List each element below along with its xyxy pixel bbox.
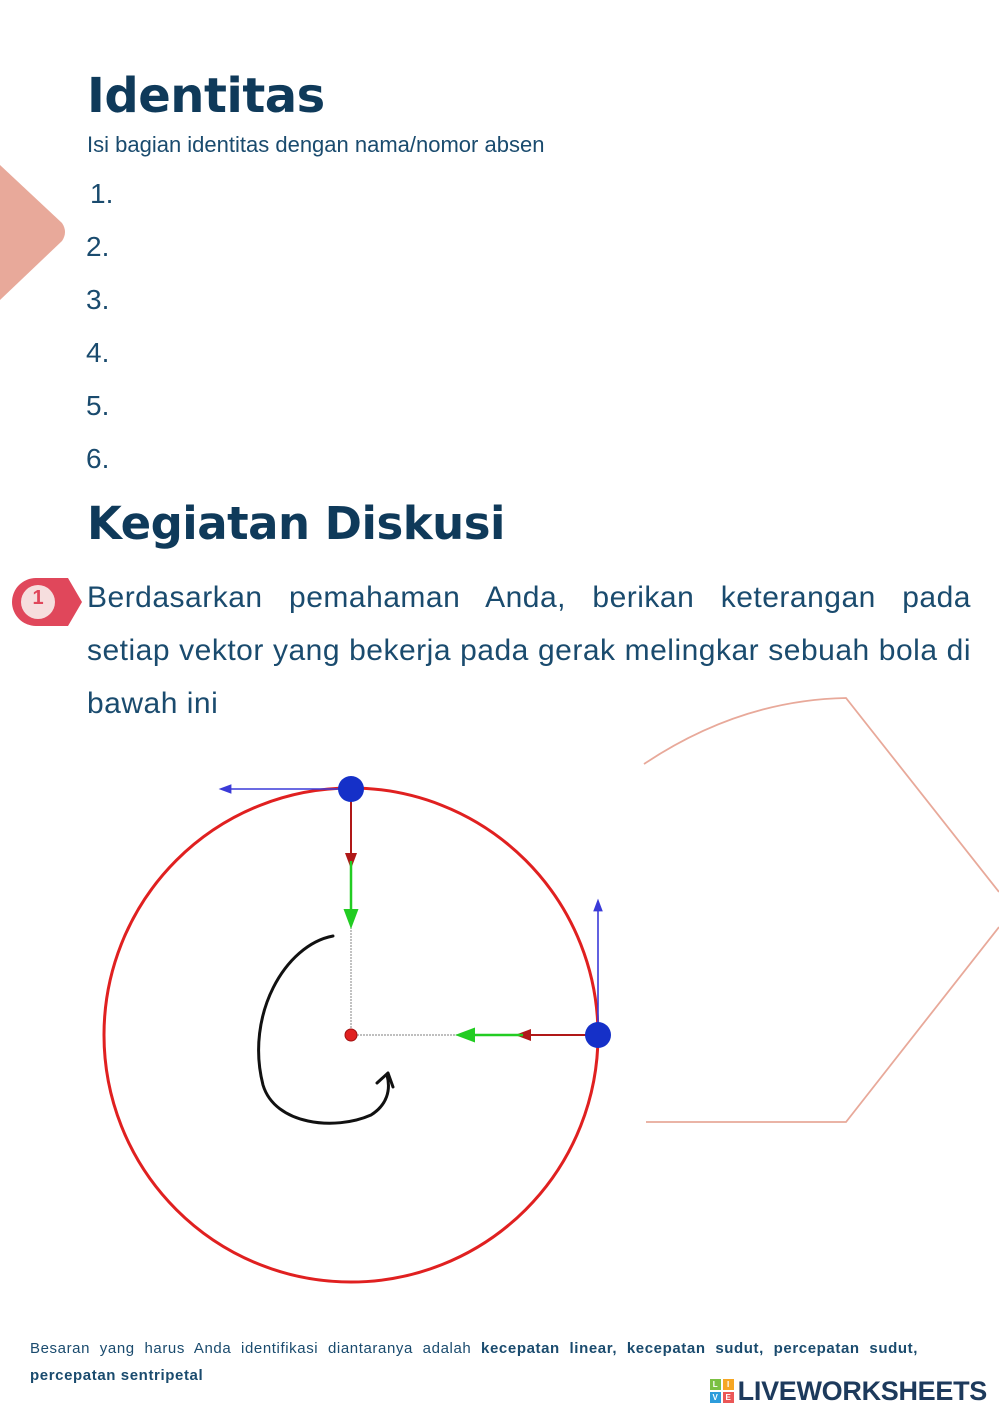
question-text: Berdasarkan pemahaman Anda, berikan keterangan pada setiap vektor yang bekerja pada gerak melingkar sebuah bola di bawah ini: [87, 581, 971, 720]
list-item: 6.: [86, 443, 110, 474]
list-item: 3.: [86, 284, 110, 315]
circular-motion-diagram: [95, 765, 655, 1290]
list-item: 5.: [86, 390, 110, 421]
logo-letter: L: [710, 1379, 721, 1390]
rotation-arrowhead: [377, 1073, 393, 1087]
list-item: 2.: [86, 231, 110, 262]
footer-bold-terms: kecepatan linear, kecepatan sudut, percepatan sudut, percepatan sentripetal: [30, 1340, 918, 1384]
logo-letter: V: [710, 1392, 721, 1403]
list-item: 4.: [86, 337, 110, 368]
identitas-subtitle: Isi bagian identitas dengan nama/nomor absen: [87, 132, 545, 157]
brand-name: LIVEWORKSHEETS: [737, 1375, 987, 1406]
center-point: [345, 1029, 357, 1041]
footer-intro: Besaran yang harus Anda identifikasi diantaranya adalah: [30, 1340, 482, 1357]
badge-number: 1: [32, 587, 44, 609]
list-item: 1.: [90, 178, 114, 209]
kegiatan-heading: Kegiatan Diskusi: [87, 497, 505, 550]
logo-letter: E: [723, 1392, 734, 1403]
brand-logo-icon: [710, 1379, 734, 1403]
identitas-list: [86, 172, 113, 490]
rotation-arrow: [259, 936, 389, 1123]
logo-letter: I: [723, 1379, 734, 1390]
liveworksheets-brand: [710, 1374, 987, 1408]
ball-top: [338, 776, 364, 802]
question-number-badge: [10, 576, 82, 628]
ball-right: [585, 1022, 611, 1048]
identitas-heading: Identitas: [87, 68, 325, 124]
